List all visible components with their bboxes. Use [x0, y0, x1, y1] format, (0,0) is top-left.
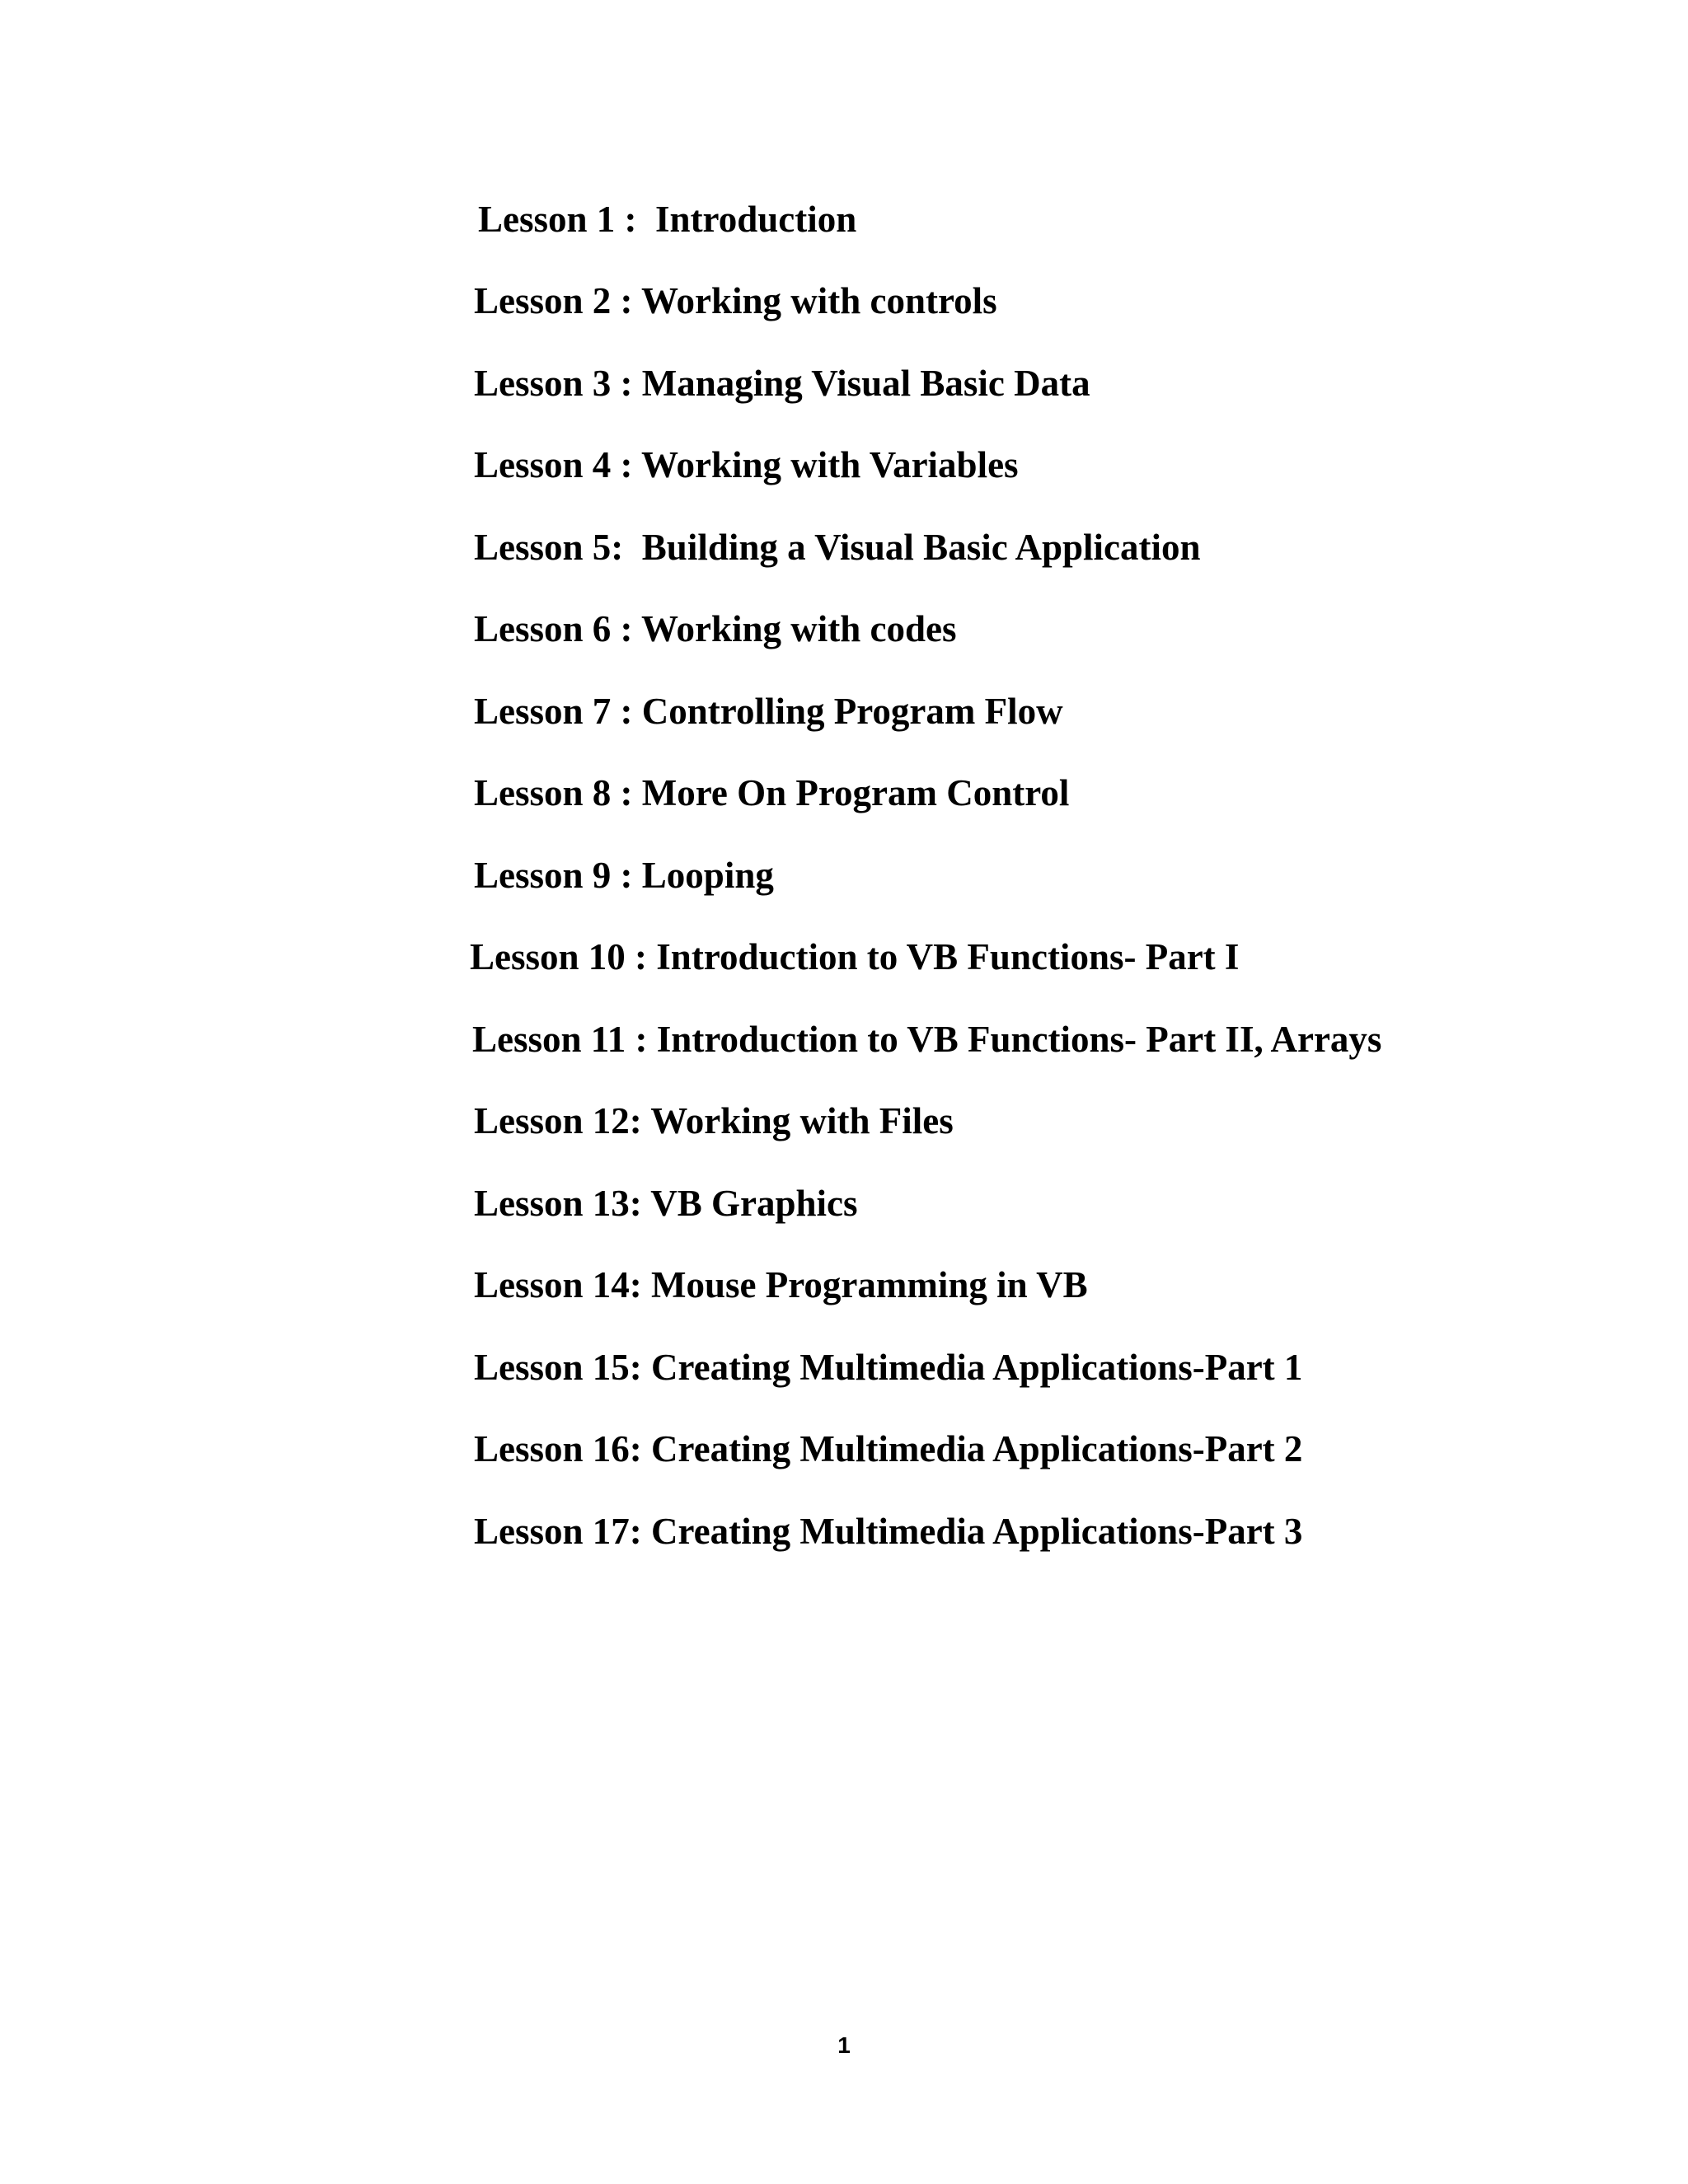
- lesson-11-heading: Lesson 11 : Introduction to VB Functions- Part II, Arrays: [472, 1019, 1382, 1060]
- page-number: 1: [837, 2032, 851, 2058]
- lesson-15-heading: Lesson 15: Creating Multimedia Applications-Part 1: [474, 1347, 1303, 1388]
- lesson-6-heading: Lesson 6 : Working with codes: [474, 608, 957, 649]
- lesson-9-heading: Lesson 9 : Looping: [474, 855, 774, 896]
- lesson-8-heading: Lesson 8 : More On Program Control: [474, 772, 1070, 813]
- lesson-13-heading: Lesson 13: VB Graphics: [474, 1183, 858, 1224]
- lesson-5-heading: Lesson 5: Building a Visual Basic Application: [474, 527, 1201, 568]
- lesson-16-heading: Lesson 16: Creating Multimedia Applications-Part 2: [474, 1428, 1303, 1469]
- lesson-4-heading: Lesson 4 : Working with Variables: [474, 444, 1019, 485]
- lesson-12-heading: Lesson 12: Working with Files: [474, 1100, 954, 1141]
- lesson-7-heading: Lesson 7 : Controlling Program Flow: [474, 691, 1063, 732]
- lesson-1-heading: Lesson 1 : Introduction: [478, 199, 857, 240]
- lesson-3-heading: Lesson 3 : Managing Visual Basic Data: [474, 363, 1090, 404]
- lesson-14-heading: Lesson 14: Mouse Programming in VB: [474, 1264, 1088, 1305]
- lesson-17-heading: Lesson 17: Creating Multimedia Applications-Part 3: [474, 1511, 1303, 1552]
- lesson-10-heading: Lesson 10 : Introduction to VB Functions- Part I: [470, 936, 1240, 977]
- lesson-2-heading: Lesson 2 : Working with controls: [474, 280, 997, 321]
